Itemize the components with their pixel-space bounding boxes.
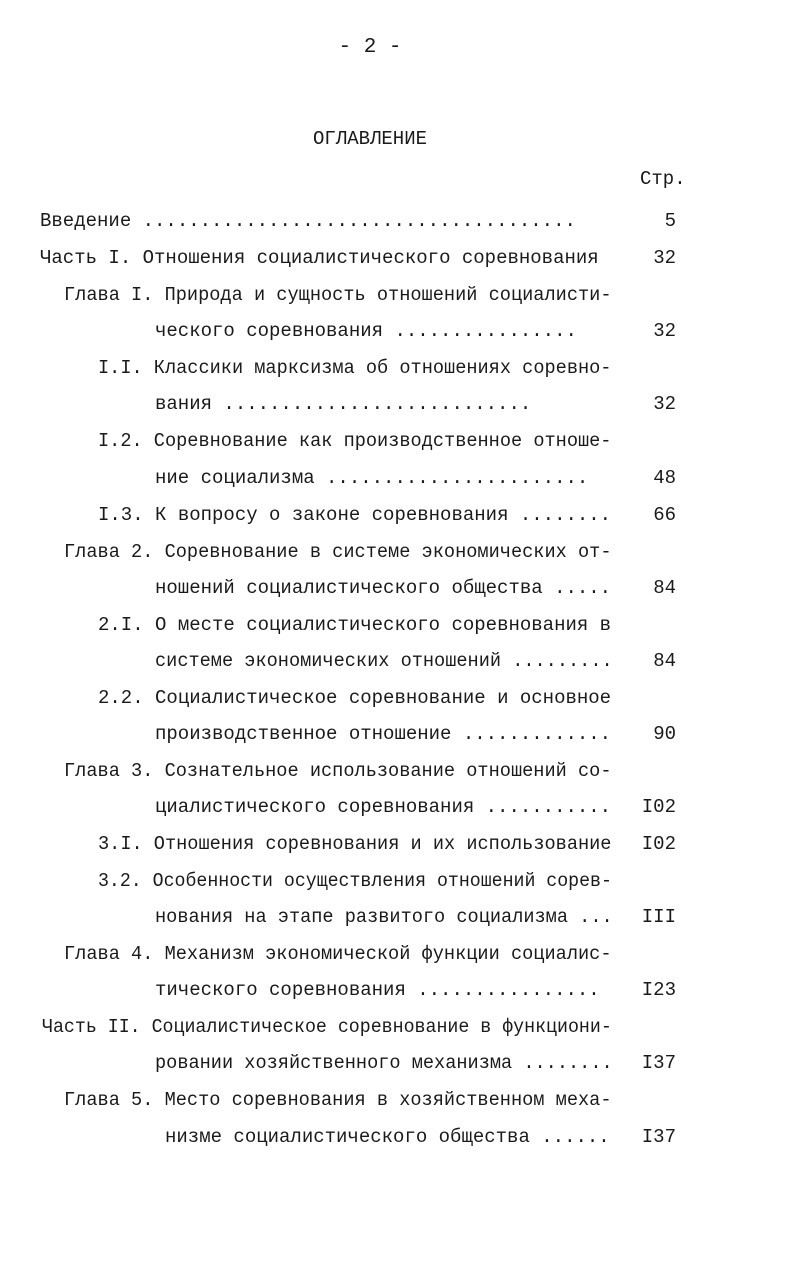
toc-entry-line: Глава 5. Место соревнования в хозяйственном меха-: [64, 1089, 612, 1111]
toc-entry-line: I.2. Соревнование как производственное отноше-: [98, 430, 612, 452]
toc-entry-line: низме социалистического общества ......: [165, 1126, 610, 1148]
toc-entry-line: тического соревнования ................: [155, 979, 600, 1001]
toc-entry-page: I37: [641, 1126, 676, 1148]
toc-entry-line: циалистического соревнования ...........: [155, 796, 612, 818]
toc-entry-line: ческого соревнования ................: [155, 320, 577, 342]
toc-entry-page: 66: [653, 504, 676, 526]
toc-entry-line: Введение ......................................: [40, 210, 576, 232]
toc-entry-line: ношений социалистического общества .....: [155, 577, 612, 599]
toc-entry-line: I.I. Классики марксизма об отношениях соревно-: [98, 357, 612, 379]
toc-entry-line: ние социализма .......................: [155, 467, 589, 489]
toc-entry-line: Часть II. Социалистическое соревнование в функциони-: [42, 1016, 612, 1038]
toc-entry-page: 32: [653, 320, 676, 342]
toc-entry-page: 32: [653, 247, 676, 269]
toc-entry-page: I02: [641, 833, 676, 855]
page-column-header: Стр.: [640, 168, 686, 190]
toc-entry-page: I02: [641, 796, 676, 818]
toc-entry-line: Глава I. Природа и сущность отношений социалисти-: [64, 284, 612, 306]
toc-entry-page: I23: [641, 979, 676, 1001]
toc-entry-page: III: [641, 906, 676, 928]
toc-entry-line: ровании хозяйственного механизма ........: [155, 1052, 613, 1074]
toc-entry-line: Глава 4. Механизм экономической функции социалис-: [64, 943, 612, 965]
toc-entry-line: 3.I. Отношения соревнования и их использование: [98, 833, 612, 855]
toc-entry-page: 48: [653, 467, 676, 489]
toc-entry-line: 3.2. Особенности осуществления отношений сорев-: [98, 870, 612, 892]
toc-entry-line: I.3. К вопросу о законе соревнования ........: [98, 504, 612, 526]
toc-entry-page: 32: [653, 393, 676, 415]
toc-entry-page: I37: [641, 1052, 676, 1074]
toc-entry-line: производственное отношение .............: [155, 723, 612, 745]
toc-title: ОГЛАВЛЕНИЕ: [312, 128, 428, 150]
toc-entry-page: 90: [653, 723, 676, 745]
toc-entry-page: 84: [653, 577, 676, 599]
toc-entry-page: 84: [653, 650, 676, 672]
toc-entry-line: нования на этапе развитого социализма ...: [155, 906, 613, 928]
toc-entry-line: вания ...........................: [155, 393, 532, 415]
page-number: - 2 -: [338, 36, 402, 59]
toc-entry-line: Часть I. Отношения социалистического соревнования: [40, 247, 599, 269]
toc-entry-line: Глава 3. Сознательное использование отношений со-: [64, 760, 612, 782]
toc-entry-line: 2.I. О месте социалистического соревнования в: [98, 614, 612, 636]
toc-entry-line: 2.2. Социалистическое соревнование и основное: [98, 687, 612, 709]
toc-entry-line: системе экономических отношений .........: [155, 650, 613, 672]
toc-entry-line: Глава 2. Соревнование в системе экономических от-: [64, 541, 612, 563]
toc-entry-page: 5: [664, 210, 676, 232]
